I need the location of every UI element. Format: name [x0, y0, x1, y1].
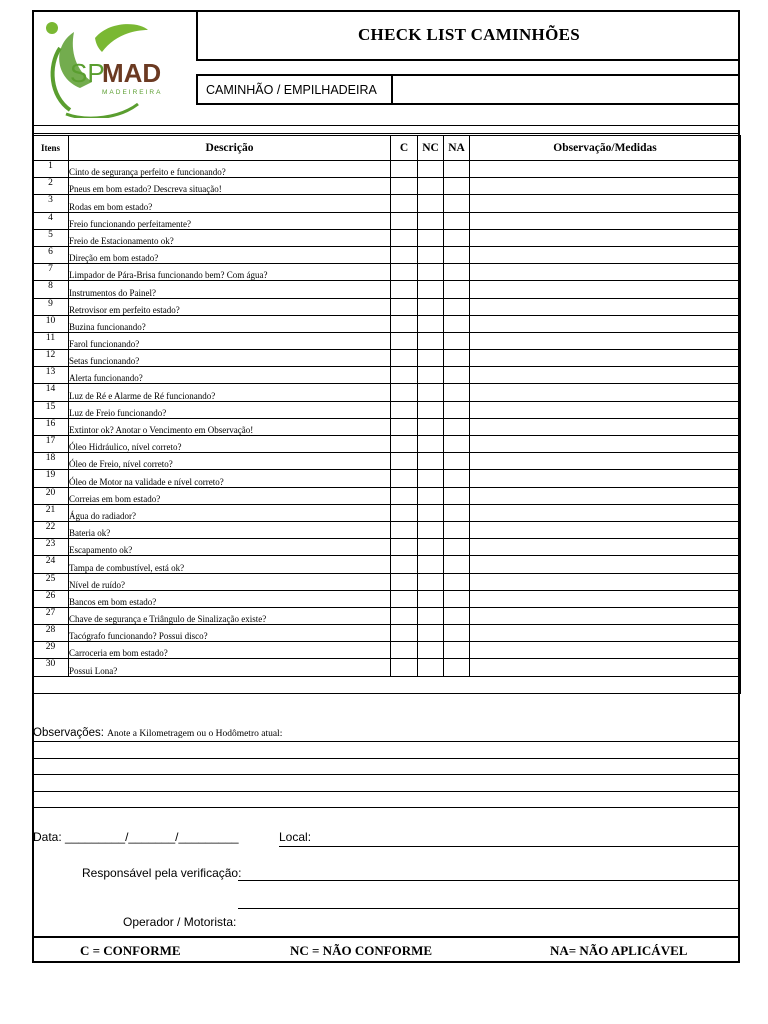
table-row — [33, 573, 741, 590]
observation-cell[interactable] — [470, 590, 741, 607]
check-nc[interactable] — [418, 401, 444, 418]
observation-cell[interactable] — [470, 625, 741, 642]
observations-hint: Anote a Kilometragem ou o Hodômetro atual: — [107, 729, 283, 739]
item-description: Escapamento ok? — [69, 539, 391, 556]
check-nc[interactable] — [418, 350, 444, 367]
check-c[interactable] — [391, 384, 418, 401]
check-na[interactable] — [444, 195, 470, 212]
item-number: 19 — [33, 470, 69, 487]
table-row — [33, 212, 741, 229]
check-na[interactable] — [444, 470, 470, 487]
item-description: Instrumentos do Painel? — [69, 281, 391, 298]
item-number: 17 — [33, 436, 69, 453]
item-description: Bancos em bom estado? — [69, 590, 391, 607]
table-row — [33, 367, 741, 384]
item-description: Farol funcionando? — [69, 332, 391, 349]
check-nc[interactable] — [418, 659, 444, 676]
check-c[interactable] — [391, 487, 418, 504]
item-description: Alerta funcionando? — [69, 367, 391, 384]
item-number: 25 — [33, 573, 69, 590]
observation-cell[interactable] — [470, 487, 741, 504]
table-row — [33, 315, 741, 332]
check-na[interactable] — [444, 487, 470, 504]
obs-line[interactable] — [32, 741, 740, 742]
item-number: 6 — [33, 246, 69, 263]
item-description: Cinto de segurança perfeito e funcionando? — [69, 161, 391, 178]
logo-sp: SP — [70, 58, 105, 88]
observation-cell[interactable] — [470, 161, 741, 178]
observation-cell[interactable] — [470, 281, 741, 298]
logo-sub: MADEIREIRA — [102, 89, 163, 96]
observation-cell[interactable] — [470, 539, 741, 556]
item-description: Setas funcionando? — [69, 350, 391, 367]
item-number: 3 — [33, 195, 69, 212]
vehicle-input[interactable] — [394, 76, 738, 103]
check-c[interactable] — [391, 315, 418, 332]
item-description: Óleo Hidráulico, nível correto? — [69, 436, 391, 453]
item-description: Tacógrafo funcionando? Possui disco? — [69, 625, 391, 642]
item-number: 11 — [33, 332, 69, 349]
obs-line[interactable] — [32, 807, 740, 808]
check-na[interactable] — [444, 521, 470, 538]
check-nc[interactable] — [418, 229, 444, 246]
date-field[interactable] — [33, 830, 239, 844]
observation-cell[interactable] — [470, 470, 741, 487]
check-c[interactable] — [391, 332, 418, 349]
table-row — [33, 384, 741, 401]
item-description: Nível de ruído? — [69, 573, 391, 590]
check-c[interactable] — [391, 229, 418, 246]
observation-cell[interactable] — [470, 642, 741, 659]
check-nc[interactable] — [418, 487, 444, 504]
check-c[interactable] — [391, 418, 418, 435]
table-row — [33, 521, 741, 538]
check-nc[interactable] — [418, 453, 444, 470]
page-title: CHECK LIST CAMINHÕES — [196, 10, 740, 61]
responsible-line[interactable] — [238, 880, 740, 881]
col-items: Itens — [33, 136, 69, 161]
observation-cell[interactable] — [470, 195, 741, 212]
observations-label: Observações: — [33, 727, 104, 739]
check-nc[interactable] — [418, 384, 444, 401]
legend — [32, 936, 740, 963]
check-nc[interactable] — [418, 607, 444, 624]
item-description: Luz de Freio funcionando? — [69, 401, 391, 418]
check-c[interactable] — [391, 161, 418, 178]
check-c[interactable] — [391, 367, 418, 384]
check-c[interactable] — [391, 401, 418, 418]
table-row — [33, 556, 741, 573]
item-number: 26 — [33, 590, 69, 607]
item-number: 23 — [33, 539, 69, 556]
check-nc[interactable] — [418, 178, 444, 195]
check-na[interactable] — [444, 436, 470, 453]
observation-cell[interactable] — [470, 350, 741, 367]
check-c[interactable] — [391, 212, 418, 229]
check-nc[interactable] — [418, 246, 444, 263]
item-description: Possui Lona? — [69, 659, 391, 676]
check-na[interactable] — [444, 556, 470, 573]
check-nc[interactable] — [418, 470, 444, 487]
check-nc[interactable] — [418, 625, 444, 642]
item-number: 18 — [33, 453, 69, 470]
check-na[interactable] — [444, 281, 470, 298]
check-c[interactable] — [391, 504, 418, 521]
check-na[interactable] — [444, 401, 470, 418]
observations — [33, 727, 282, 739]
item-number: 29 — [33, 642, 69, 659]
table-row — [33, 590, 741, 607]
item-number: 30 — [33, 659, 69, 676]
check-c[interactable] — [391, 264, 418, 281]
table-row-empty — [33, 676, 741, 693]
check-c[interactable] — [391, 642, 418, 659]
check-na[interactable] — [444, 315, 470, 332]
check-nc[interactable] — [418, 195, 444, 212]
date-mask: _________/_______/_________ — [65, 830, 239, 844]
col-na: NA — [444, 136, 470, 161]
check-na[interactable] — [444, 504, 470, 521]
check-nc[interactable] — [418, 212, 444, 229]
check-nc[interactable] — [418, 539, 444, 556]
responsible-line-2[interactable] — [238, 908, 740, 909]
item-description: Carroceria em bom estado? — [69, 642, 391, 659]
empty-row-cell — [33, 676, 741, 693]
item-number: 13 — [33, 367, 69, 384]
table-row — [33, 504, 741, 521]
check-c[interactable] — [391, 590, 418, 607]
table-row — [33, 487, 741, 504]
observation-cell[interactable] — [470, 607, 741, 624]
check-nc[interactable] — [418, 264, 444, 281]
item-number: 10 — [33, 315, 69, 332]
check-nc[interactable] — [418, 298, 444, 315]
item-number: 1 — [33, 161, 69, 178]
item-description: Luz de Ré e Alarme de Ré funcionando? — [69, 384, 391, 401]
check-c[interactable] — [391, 281, 418, 298]
table-row — [33, 659, 741, 676]
item-description: Freio de Estacionamento ok? — [69, 229, 391, 246]
check-nc[interactable] — [418, 418, 444, 435]
check-c[interactable] — [391, 298, 418, 315]
observation-cell[interactable] — [470, 367, 741, 384]
check-c[interactable] — [391, 573, 418, 590]
observation-cell[interactable] — [470, 298, 741, 315]
check-na[interactable] — [444, 590, 470, 607]
item-description: Limpador de Pára-Brisa funcionando bem? Com água? — [69, 264, 391, 281]
item-number: 15 — [33, 401, 69, 418]
item-number: 20 — [33, 487, 69, 504]
table-row — [33, 178, 741, 195]
legend-na: NA= NÃO APLICÁVEL — [550, 943, 688, 958]
check-na[interactable] — [444, 178, 470, 195]
item-number: 22 — [33, 521, 69, 538]
check-c[interactable] — [391, 659, 418, 676]
table-row — [33, 470, 741, 487]
check-nc[interactable] — [418, 332, 444, 349]
item-description: Chave de segurança e Triângulo de Sinalização existe? — [69, 607, 391, 624]
check-na[interactable] — [444, 573, 470, 590]
checklist-table — [32, 135, 741, 694]
local-line[interactable] — [279, 846, 740, 847]
table-row — [33, 436, 741, 453]
table-row — [33, 350, 741, 367]
table-row — [33, 625, 741, 642]
observation-cell[interactable] — [470, 332, 741, 349]
col-c: C — [391, 136, 418, 161]
check-na[interactable] — [444, 246, 470, 263]
item-description: Buzina funcionando? — [69, 315, 391, 332]
operator-label: Operador / Motorista: — [123, 915, 237, 929]
check-nc[interactable] — [418, 315, 444, 332]
check-c[interactable] — [391, 521, 418, 538]
check-nc[interactable] — [418, 573, 444, 590]
legend-c: C = CONFORME — [80, 943, 181, 958]
item-number: 7 — [33, 264, 69, 281]
table-row — [33, 264, 741, 281]
item-number: 21 — [33, 504, 69, 521]
vehicle-label: CAMINHÃO / EMPILHADEIRA — [198, 76, 393, 103]
check-nc[interactable] — [418, 436, 444, 453]
item-number: 28 — [33, 625, 69, 642]
item-description: Pneus em bom estado? Descreva situação! — [69, 178, 391, 195]
observation-cell[interactable] — [470, 453, 741, 470]
check-na[interactable] — [444, 418, 470, 435]
check-nc[interactable] — [418, 367, 444, 384]
observation-cell[interactable] — [470, 418, 741, 435]
check-c[interactable] — [391, 436, 418, 453]
check-na[interactable] — [444, 625, 470, 642]
obs-line[interactable] — [32, 758, 740, 759]
check-na[interactable] — [444, 642, 470, 659]
observation-cell[interactable] — [470, 521, 741, 538]
observation-cell[interactable] — [470, 401, 741, 418]
table-row — [33, 418, 741, 435]
check-c[interactable] — [391, 607, 418, 624]
item-description: Água do radiador? — [69, 504, 391, 521]
check-nc[interactable] — [418, 504, 444, 521]
check-na[interactable] — [444, 367, 470, 384]
check-c[interactable] — [391, 350, 418, 367]
observation-cell[interactable] — [470, 246, 741, 263]
check-c[interactable] — [391, 178, 418, 195]
check-na[interactable] — [444, 229, 470, 246]
observation-cell[interactable] — [470, 212, 741, 229]
col-observation: Observação/Medidas — [470, 136, 741, 161]
table-row — [33, 246, 741, 263]
observation-cell[interactable] — [470, 229, 741, 246]
observation-cell[interactable] — [470, 504, 741, 521]
item-number: 27 — [33, 607, 69, 624]
col-description: Descrição — [69, 136, 391, 161]
legend-nc: NC = NÃO CONFORME — [290, 943, 433, 958]
observation-cell[interactable] — [470, 573, 741, 590]
observation-cell[interactable] — [470, 178, 741, 195]
observation-cell[interactable] — [470, 315, 741, 332]
table-row — [33, 229, 741, 246]
check-c[interactable] — [391, 470, 418, 487]
obs-line[interactable] — [32, 774, 740, 775]
local-label: Local: — [279, 830, 312, 844]
item-description: Direção em bom estado? — [69, 246, 391, 263]
item-description: Extintor ok? Anotar o Vencimento em Observação! — [69, 418, 391, 435]
observation-cell[interactable] — [470, 436, 741, 453]
check-na[interactable] — [444, 212, 470, 229]
item-number: 2 — [33, 178, 69, 195]
table-row — [33, 332, 741, 349]
item-description: Óleo de Freio, nível correto? — [69, 453, 391, 470]
check-na[interactable] — [444, 453, 470, 470]
observation-cell[interactable] — [470, 264, 741, 281]
item-description: Tampa de combustível, está ok? — [69, 556, 391, 573]
table-row — [33, 298, 741, 315]
check-c[interactable] — [391, 556, 418, 573]
divider — [32, 133, 740, 134]
check-c[interactable] — [391, 453, 418, 470]
col-nc: NC — [418, 136, 444, 161]
item-number: 9 — [33, 298, 69, 315]
table-row — [33, 195, 741, 212]
check-na[interactable] — [444, 539, 470, 556]
item-number: 14 — [33, 384, 69, 401]
item-description: Bateria ok? — [69, 521, 391, 538]
check-c[interactable] — [391, 195, 418, 212]
check-nc[interactable] — [418, 590, 444, 607]
check-na[interactable] — [444, 384, 470, 401]
logo-mad: MAD — [102, 58, 162, 88]
obs-line[interactable] — [32, 791, 740, 792]
check-na[interactable] — [444, 607, 470, 624]
date-label: Data: — [33, 830, 62, 844]
table-row — [33, 453, 741, 470]
observation-cell[interactable] — [470, 384, 741, 401]
check-nc[interactable] — [418, 642, 444, 659]
observation-cell[interactable] — [470, 556, 741, 573]
item-number: 16 — [33, 418, 69, 435]
item-description: Correias em bom estado? — [69, 487, 391, 504]
check-c[interactable] — [391, 625, 418, 642]
table-row — [33, 539, 741, 556]
observation-cell[interactable] — [470, 659, 741, 676]
item-description: Óleo de Motor na validade e nível correto? — [69, 470, 391, 487]
table-row — [33, 281, 741, 298]
check-nc[interactable] — [418, 281, 444, 298]
company-logo — [40, 18, 190, 118]
item-number: 12 — [33, 350, 69, 367]
check-c[interactable] — [391, 539, 418, 556]
responsible-label: Responsável pela verificação: — [82, 866, 242, 880]
check-na[interactable] — [444, 161, 470, 178]
item-description: Retrovisor em perfeito estado? — [69, 298, 391, 315]
check-nc[interactable] — [418, 556, 444, 573]
item-number: 4 — [33, 212, 69, 229]
table-row — [33, 642, 741, 659]
vehicle-row — [196, 74, 740, 105]
item-description: Freio funcionando perfeitamente? — [69, 212, 391, 229]
check-na[interactable] — [444, 350, 470, 367]
item-number: 8 — [33, 281, 69, 298]
item-number: 24 — [33, 556, 69, 573]
divider — [32, 125, 740, 126]
table-row — [33, 161, 741, 178]
check-nc[interactable] — [418, 521, 444, 538]
check-nc[interactable] — [418, 161, 444, 178]
table-row — [33, 401, 741, 418]
check-na[interactable] — [444, 298, 470, 315]
item-description: Rodas em bom estado? — [69, 195, 391, 212]
item-number: 5 — [33, 229, 69, 246]
table-row — [33, 607, 741, 624]
check-c[interactable] — [391, 246, 418, 263]
check-na[interactable] — [444, 659, 470, 676]
check-na[interactable] — [444, 264, 470, 281]
check-na[interactable] — [444, 332, 470, 349]
table-header — [33, 136, 741, 161]
